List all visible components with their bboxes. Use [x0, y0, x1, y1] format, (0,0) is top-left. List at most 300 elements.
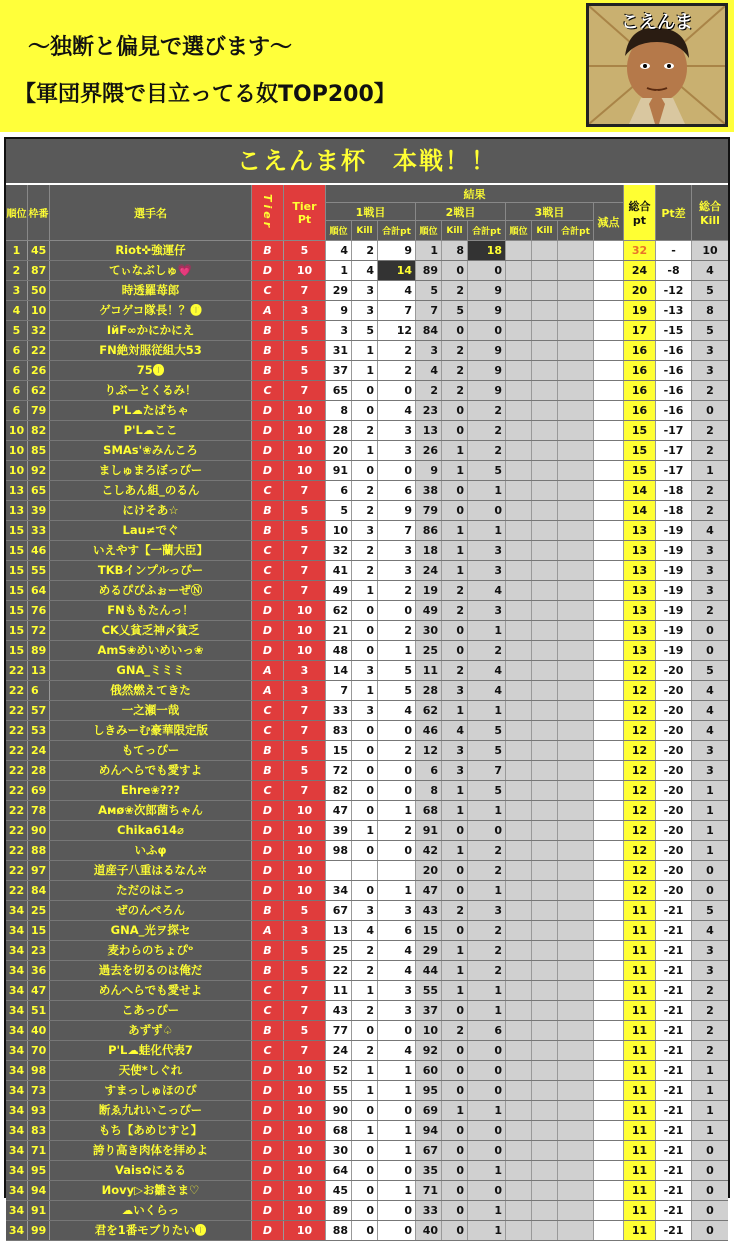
- cell-deduct: [594, 601, 624, 620]
- cell-kill: 0: [692, 401, 728, 420]
- cell-rank: 15: [6, 541, 28, 560]
- cell-r3: [506, 421, 532, 440]
- cell-total: 11: [624, 1201, 656, 1220]
- cell-s3: [558, 981, 594, 1000]
- cell-total: 19: [624, 301, 656, 320]
- cell-tpt: 3: [284, 681, 326, 700]
- cell-deduct: [594, 261, 624, 280]
- cell-deduct: [594, 1221, 624, 1240]
- cell-deduct: [594, 441, 624, 460]
- cell-k1: 1: [352, 361, 378, 380]
- cell-r2: 18: [416, 541, 442, 560]
- cell-tpt: 10: [284, 621, 326, 640]
- cell-r1: 9: [326, 301, 352, 320]
- cell-name: AmS❀めいめいっ❀: [50, 641, 252, 660]
- cell-deduct: [594, 1001, 624, 1020]
- cell-k2: 8: [442, 241, 468, 260]
- cell-r2: 13: [416, 421, 442, 440]
- cell-rank: 13: [6, 481, 28, 500]
- cell-deduct: [594, 961, 624, 980]
- table-row: [6, 1161, 728, 1181]
- table-row: [6, 481, 728, 501]
- cell-deduct: [594, 401, 624, 420]
- cell-r2: 8: [416, 781, 442, 800]
- table-row: [6, 561, 728, 581]
- cell-diff: -19: [656, 541, 692, 560]
- cell-total: 11: [624, 1121, 656, 1140]
- cell-k3: [532, 841, 558, 860]
- cell-r2: 62: [416, 701, 442, 720]
- cell-waku: 36: [28, 961, 50, 980]
- cell-r1: 65: [326, 381, 352, 400]
- cell-r2: 20: [416, 861, 442, 880]
- cell-name: ぜのんぺろん: [50, 901, 252, 920]
- cell-waku: 71: [28, 1141, 50, 1160]
- banner-subtitle: 〜独断と偏見で選びます〜: [28, 35, 293, 60]
- header-m3-kill: Kill: [532, 221, 558, 241]
- cell-name: 道産子八重はるなん✲: [50, 861, 252, 880]
- cell-total: 32: [624, 241, 656, 260]
- cell-name: IйF∞かにかにえ: [50, 321, 252, 340]
- cell-rank: 34: [6, 1181, 28, 1200]
- cell-k3: [532, 721, 558, 740]
- cell-s1: [378, 861, 416, 880]
- cell-waku: 65: [28, 481, 50, 500]
- banner: [0, 0, 734, 132]
- cell-s1: 14: [378, 261, 416, 280]
- cell-k3: [532, 521, 558, 540]
- cell-s2: 9: [468, 301, 506, 320]
- cell-tier: C: [252, 981, 284, 1000]
- cell-s1: 2: [378, 581, 416, 600]
- cell-waku: 95: [28, 1161, 50, 1180]
- cell-s2: 0: [468, 1181, 506, 1200]
- cell-deduct: [594, 1181, 624, 1200]
- table-row: [6, 401, 728, 421]
- cell-deduct: [594, 561, 624, 580]
- cell-name: Lau≠でぐ: [50, 521, 252, 540]
- cell-r3: [506, 961, 532, 980]
- cell-name: FN絶対服従組大53: [50, 341, 252, 360]
- cell-diff: -21: [656, 1181, 692, 1200]
- cell-r2: 12: [416, 741, 442, 760]
- cell-tpt: 3: [284, 301, 326, 320]
- table-row: [6, 1001, 728, 1021]
- cell-name: 俄然燃えてきた: [50, 681, 252, 700]
- table-row: [6, 801, 728, 821]
- cell-r3: [506, 261, 532, 280]
- cell-s1: 4: [378, 701, 416, 720]
- cell-k2: 0: [442, 1201, 468, 1220]
- cell-s1: 9: [378, 501, 416, 520]
- cell-s1: 4: [378, 941, 416, 960]
- cell-r1: 6: [326, 481, 352, 500]
- cell-r2: 35: [416, 1161, 442, 1180]
- cell-s1: 1: [378, 881, 416, 900]
- cell-k3: [532, 641, 558, 660]
- table-row: [6, 261, 728, 281]
- cell-total: 12: [624, 661, 656, 680]
- cell-total: 20: [624, 281, 656, 300]
- cell-r1: 21: [326, 621, 352, 640]
- cell-r3: [506, 641, 532, 660]
- cell-kill: 1: [692, 1081, 728, 1100]
- cell-name: Ehre❀???: [50, 781, 252, 800]
- cell-r1: 20: [326, 441, 352, 460]
- cell-rank: 34: [6, 901, 28, 920]
- cell-k1: 0: [352, 381, 378, 400]
- cell-k2: 0: [442, 1081, 468, 1100]
- cell-waku: 39: [28, 501, 50, 520]
- cell-total: 16: [624, 361, 656, 380]
- cell-diff: -20: [656, 681, 692, 700]
- cell-s2: 0: [468, 261, 506, 280]
- cell-deduct: [594, 1021, 624, 1040]
- cell-total: 15: [624, 421, 656, 440]
- cell-rank: 34: [6, 1161, 28, 1180]
- cell-k1: 2: [352, 1041, 378, 1060]
- cell-name: 君を1番モブりたい🅣: [50, 1221, 252, 1240]
- cell-tpt: 10: [284, 441, 326, 460]
- cell-k3: [532, 961, 558, 980]
- cell-total: 12: [624, 741, 656, 760]
- cell-tier: D: [252, 1141, 284, 1160]
- cell-r2: 84: [416, 321, 442, 340]
- cell-s2: 1: [468, 1201, 506, 1220]
- cell-k1: 0: [352, 1141, 378, 1160]
- cell-deduct: [594, 361, 624, 380]
- cell-s3: [558, 1201, 594, 1220]
- cell-r2: 15: [416, 921, 442, 940]
- cell-kill: 5: [692, 321, 728, 340]
- cell-deduct: [594, 421, 624, 440]
- cell-tier: B: [252, 901, 284, 920]
- cell-total: 11: [624, 1221, 656, 1240]
- cell-s2: 5: [468, 461, 506, 480]
- banner-title: 【軍団界隈で目立ってる奴TOP200】: [14, 82, 396, 107]
- cell-diff: -17: [656, 441, 692, 460]
- cell-name: りぶーとくるみ！: [50, 381, 252, 400]
- cell-kill: 1: [692, 801, 728, 820]
- cell-kill: 1: [692, 1101, 728, 1120]
- cell-s2: 1: [468, 1101, 506, 1120]
- header-m1-place: 順位: [326, 221, 352, 241]
- cell-diff: -20: [656, 861, 692, 880]
- cell-tpt: 10: [284, 401, 326, 420]
- cell-s1: 1: [378, 1181, 416, 1200]
- cell-r1: 28: [326, 421, 352, 440]
- cell-r1: 31: [326, 341, 352, 360]
- header-deduct: 減点: [594, 203, 624, 241]
- cell-k2: 3: [442, 741, 468, 760]
- cell-s3: [558, 1001, 594, 1020]
- cell-r2: 30: [416, 621, 442, 640]
- cell-r1: 88: [326, 1221, 352, 1240]
- cell-s1: 12: [378, 321, 416, 340]
- cell-diff: -21: [656, 921, 692, 940]
- cell-tpt: 10: [284, 601, 326, 620]
- cell-r2: 5: [416, 281, 442, 300]
- cell-name: 断ゑ九れいこっぴー: [50, 1101, 252, 1120]
- cell-k1: 2: [352, 541, 378, 560]
- cell-k1: 0: [352, 721, 378, 740]
- cell-diff: -19: [656, 641, 692, 660]
- cell-k3: [532, 1141, 558, 1160]
- cell-deduct: [594, 881, 624, 900]
- cell-k3: [532, 1081, 558, 1100]
- cell-r3: [506, 441, 532, 460]
- cell-r1: 67: [326, 901, 352, 920]
- cell-k1: 0: [352, 801, 378, 820]
- cell-waku: 98: [28, 1061, 50, 1080]
- cell-s2: 1: [468, 521, 506, 540]
- cell-diff: -21: [656, 941, 692, 960]
- cell-r3: [506, 721, 532, 740]
- cell-kill: 4: [692, 261, 728, 280]
- cell-r3: [506, 661, 532, 680]
- cell-k1: 3: [352, 701, 378, 720]
- cell-diff: -15: [656, 321, 692, 340]
- cell-rank: 2: [6, 261, 28, 280]
- cell-name: こしあん組_のるん: [50, 481, 252, 500]
- cell-name: GNA_光ヲ探セ: [50, 921, 252, 940]
- cell-total: 11: [624, 1061, 656, 1080]
- cell-s2: 5: [468, 741, 506, 760]
- cell-kill: 3: [692, 541, 728, 560]
- cell-k2: 1: [442, 521, 468, 540]
- cell-tpt: 5: [284, 961, 326, 980]
- cell-r3: [506, 741, 532, 760]
- cell-tier: D: [252, 461, 284, 480]
- cell-k2: 3: [442, 681, 468, 700]
- cell-kill: 4: [692, 701, 728, 720]
- cell-kill: 1: [692, 841, 728, 860]
- cell-r2: 9: [416, 461, 442, 480]
- cell-deduct: [594, 1201, 624, 1220]
- cell-kill: 3: [692, 961, 728, 980]
- cell-name: 天使*しぐれ: [50, 1061, 252, 1080]
- table-header: [6, 185, 728, 241]
- cell-tier: D: [252, 601, 284, 620]
- cell-rank: 4: [6, 301, 28, 320]
- cell-name: P'L☁たばちゃ: [50, 401, 252, 420]
- cell-waku: 22: [28, 341, 50, 360]
- cell-kill: 0: [692, 1221, 728, 1240]
- cell-tier: D: [252, 1181, 284, 1200]
- cell-r1: 55: [326, 1081, 352, 1100]
- cell-s3: [558, 641, 594, 660]
- cell-k1: 0: [352, 461, 378, 480]
- cell-s1: 3: [378, 981, 416, 1000]
- cell-s3: [558, 901, 594, 920]
- cell-s2: 1: [468, 1221, 506, 1240]
- cell-s1: 2: [378, 741, 416, 760]
- cell-waku: 76: [28, 601, 50, 620]
- cell-diff: -19: [656, 601, 692, 620]
- cell-total: 16: [624, 341, 656, 360]
- cell-s1: 4: [378, 1041, 416, 1060]
- cell-tier: D: [252, 801, 284, 820]
- cell-rank: 15: [6, 621, 28, 640]
- cell-total: 14: [624, 481, 656, 500]
- cell-s1: 1: [378, 801, 416, 820]
- cell-r2: 86: [416, 521, 442, 540]
- cell-tier: C: [252, 541, 284, 560]
- cell-kill: 3: [692, 941, 728, 960]
- cell-name: 過去を切るのは俺だ: [50, 961, 252, 980]
- cell-k3: [532, 461, 558, 480]
- cell-s3: [558, 701, 594, 720]
- cell-r2: 94: [416, 1121, 442, 1140]
- cell-kill: 3: [692, 341, 728, 360]
- cell-total: 12: [624, 701, 656, 720]
- cell-total: 12: [624, 681, 656, 700]
- cell-s2: 3: [468, 601, 506, 620]
- cell-name: しきみーむ豪華限定版: [50, 721, 252, 740]
- table-row: [6, 541, 728, 561]
- cell-k3: [532, 1061, 558, 1080]
- cell-s2: 1: [468, 801, 506, 820]
- cell-k1: 0: [352, 1101, 378, 1120]
- table-row: [6, 361, 728, 381]
- cell-k3: [532, 1181, 558, 1200]
- table-row: [6, 521, 728, 541]
- cell-r1: 25: [326, 941, 352, 960]
- cell-r2: 92: [416, 1041, 442, 1060]
- cell-r2: 46: [416, 721, 442, 740]
- cell-s1: 9: [378, 241, 416, 260]
- cell-deduct: [594, 981, 624, 1000]
- cell-kill: 3: [692, 361, 728, 380]
- cell-k2: 1: [442, 461, 468, 480]
- cell-waku: 10: [28, 301, 50, 320]
- cell-r1: 48: [326, 641, 352, 660]
- header-match-2: 2戦目: [416, 203, 506, 221]
- cell-tier: C: [252, 481, 284, 500]
- cell-total: 11: [624, 961, 656, 980]
- portrait-label: こえんま: [621, 12, 693, 33]
- cell-r1: 43: [326, 1001, 352, 1020]
- cell-total: 11: [624, 1161, 656, 1180]
- cell-r3: [506, 681, 532, 700]
- cell-kill: 10: [692, 241, 728, 260]
- cell-r2: 19: [416, 581, 442, 600]
- cell-k2: 0: [442, 1221, 468, 1240]
- cell-r3: [506, 541, 532, 560]
- cell-tier: D: [252, 621, 284, 640]
- cell-s3: [558, 521, 594, 540]
- cell-deduct: [594, 1041, 624, 1060]
- cell-name: Иovy▷お雛さま♡: [50, 1181, 252, 1200]
- table-row: [6, 461, 728, 481]
- cell-k2: 0: [442, 401, 468, 420]
- cell-s2: 2: [468, 861, 506, 880]
- cell-tpt: 7: [284, 701, 326, 720]
- cell-tpt: 7: [284, 1001, 326, 1020]
- cell-name: Vais✿にるる: [50, 1161, 252, 1180]
- cell-total: 12: [624, 781, 656, 800]
- cell-s2: 2: [468, 641, 506, 660]
- cell-name: 麦わらのちょぴᵒ: [50, 941, 252, 960]
- cell-tier: B: [252, 501, 284, 520]
- table-row: [6, 861, 728, 881]
- cell-kill: 2: [692, 1001, 728, 1020]
- cell-kill: 0: [692, 1181, 728, 1200]
- cell-r3: [506, 1021, 532, 1040]
- table-row: [6, 981, 728, 1001]
- cell-deduct: [594, 861, 624, 880]
- cell-s3: [558, 1121, 594, 1140]
- cell-total: 11: [624, 1041, 656, 1060]
- cell-k1: 2: [352, 501, 378, 520]
- cell-total: 11: [624, 981, 656, 1000]
- table-row: [6, 501, 728, 521]
- table-row: [6, 1141, 728, 1161]
- cell-waku: 69: [28, 781, 50, 800]
- cell-diff: -12: [656, 281, 692, 300]
- cell-s3: [558, 581, 594, 600]
- cell-name: いふφ: [50, 841, 252, 860]
- cell-k1: 4: [352, 921, 378, 940]
- cell-k3: [532, 501, 558, 520]
- cell-tier: D: [252, 1061, 284, 1080]
- cell-rank: 15: [6, 521, 28, 540]
- cell-tpt: 3: [284, 921, 326, 940]
- cell-waku: 55: [28, 561, 50, 580]
- cell-r2: 68: [416, 801, 442, 820]
- cell-kill: 2: [692, 481, 728, 500]
- cell-diff: -16: [656, 341, 692, 360]
- cell-s1: 1: [378, 1061, 416, 1080]
- cell-s2: 0: [468, 1061, 506, 1080]
- cell-s3: [558, 281, 594, 300]
- cell-r1: 98: [326, 841, 352, 860]
- cell-s1: 1: [378, 1081, 416, 1100]
- cell-tpt: 5: [284, 361, 326, 380]
- cell-deduct: [594, 821, 624, 840]
- cell-r3: [506, 1001, 532, 1020]
- cell-rank: 15: [6, 601, 28, 620]
- cell-r2: 47: [416, 881, 442, 900]
- cell-s1: 0: [378, 1221, 416, 1240]
- cell-r1: 64: [326, 1161, 352, 1180]
- cell-r1: 8: [326, 401, 352, 420]
- table-row: [6, 1121, 728, 1141]
- cell-waku: 53: [28, 721, 50, 740]
- header-m1-sum: 合計pt: [378, 221, 416, 241]
- cell-k1: 1: [352, 1081, 378, 1100]
- cell-r1: 32: [326, 541, 352, 560]
- cell-k3: [532, 1121, 558, 1140]
- cell-r1: 49: [326, 581, 352, 600]
- cell-diff: -21: [656, 1061, 692, 1080]
- cell-r1: 90: [326, 1101, 352, 1120]
- cell-tpt: 10: [284, 461, 326, 480]
- cell-name: いえやす【一蘭大臣】: [50, 541, 252, 560]
- cell-k1: 3: [352, 281, 378, 300]
- cell-rank: 34: [6, 1061, 28, 1080]
- cell-s3: [558, 1161, 594, 1180]
- cell-diff: -19: [656, 581, 692, 600]
- table-row: [6, 781, 728, 801]
- header-m2-sum: 合計pt: [468, 221, 506, 241]
- cell-kill: 2: [692, 421, 728, 440]
- cell-k1: 0: [352, 641, 378, 660]
- cell-s3: [558, 921, 594, 940]
- cell-k2: 2: [442, 581, 468, 600]
- cell-diff: -20: [656, 741, 692, 760]
- cell-k3: [532, 921, 558, 940]
